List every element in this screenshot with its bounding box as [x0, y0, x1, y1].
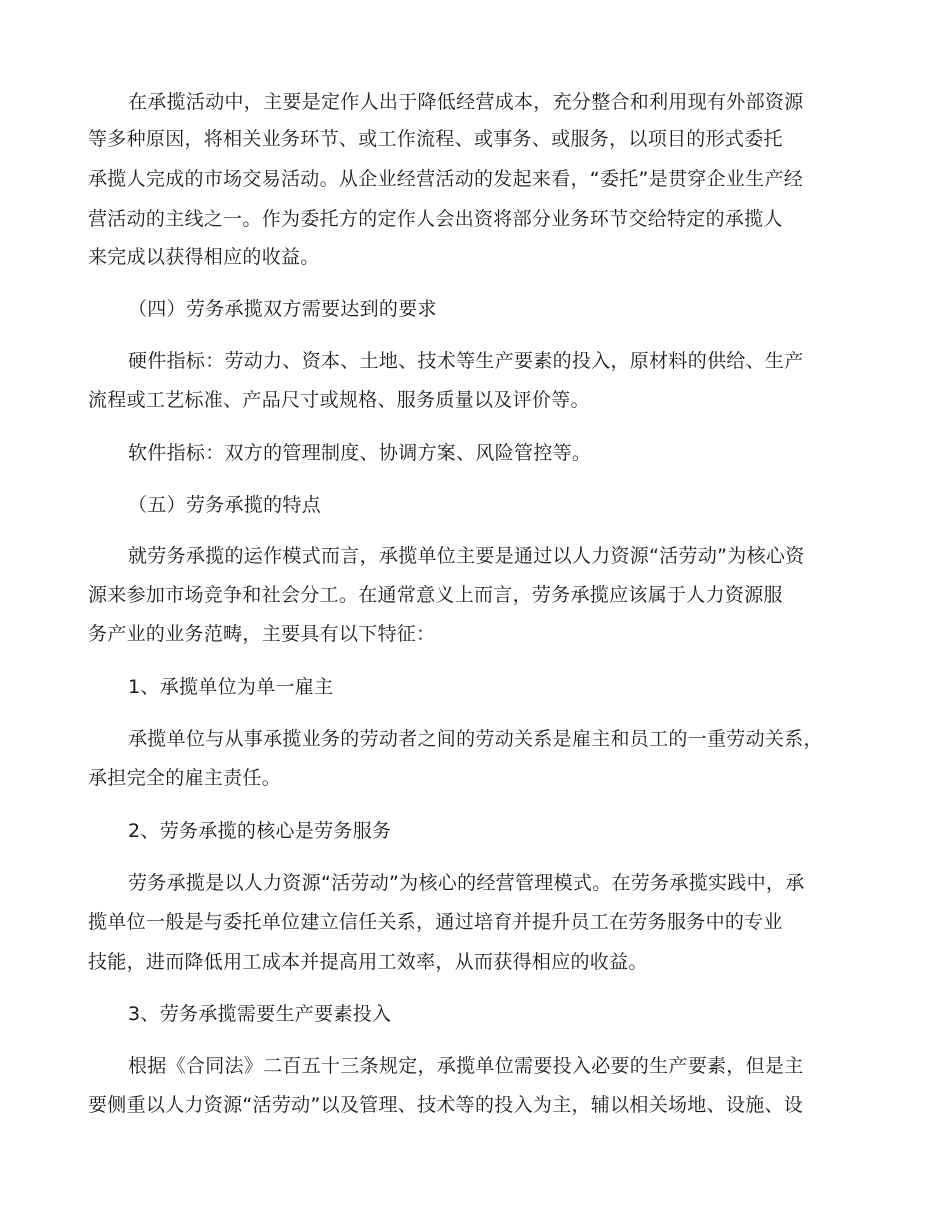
paragraph-6-line-3: 技能，进而降低用工成本并提高用工效率，从而获得相应的收益。 [88, 951, 648, 973]
paragraph-4-line-1: 就劳务承揽的运作模式而言，承揽单位主要是通过以人力资源“活劳动”为核心资 [128, 545, 805, 567]
paragraph-4-line-3: 务产业的业务范畴，主要具有以下特征： [88, 623, 436, 645]
paragraph-3-line-1: 软件指标：双方的管理制度、协调方案、风险管控等。 [128, 442, 592, 464]
paragraph-5-line-1: 承揽单位与从事承揽业务的劳动者之间的劳动关系是雇主和员工的一重劳动关系， [128, 728, 823, 750]
paragraph-1-line-1: 在承揽活动中，主要是定作人出于降低经营成本，充分整合和利用现有外部资源 [128, 91, 804, 113]
paragraph-6-line-1: 劳务承揽是以人力资源“活劳动”为核心的经营管理模式。在劳务承揽实践中，承 [128, 872, 805, 894]
paragraph-1-line-3: 承揽人完成的市场交易活动。从企业经营活动的发起来看，“委托”是贯穿企业生产经 [88, 168, 804, 190]
paragraph-1-line-4: 营活动的主线之一。作为委托方的定作人会出资将部分业务环节交给特定的承揽人 [88, 208, 783, 230]
paragraph-5-line-2: 承担完全的雇主责任。 [88, 767, 282, 789]
paragraph-2-line-1: 硬件指标：劳动力、资本、土地、技术等生产要素的投入，原材料的供给、生产 [128, 350, 804, 372]
paragraph-7-line-2: 要侧重以人力资源“活劳动”以及管理、技术等的投入为主，辅以相关场地、设施、设 [88, 1094, 804, 1116]
paragraph-4-line-2: 源来参加市场竞争和社会分工。在通常意义上而言，劳务承揽应该属于人力资源服 [88, 584, 783, 606]
paragraph-1-line-5: 来完成以获得相应的收益。 [88, 246, 320, 268]
paragraph-1-line-2: 等多种原因，将相关业务环节、或工作流程、或事务、或服务，以项目的形式委托 [88, 128, 783, 150]
paragraph-7-line-1: 根据《合同法》二百五十三条规定，承揽单位需要投入必要的生产要素，但是主 [128, 1055, 804, 1077]
subheading-2: 2、劳务承揽的核心是劳务服务 [128, 820, 392, 842]
subheading-3: 3、劳务承揽需要生产要素投入 [128, 1003, 392, 1025]
section-heading-5: （五）劳务承揽的特点 [128, 494, 322, 516]
subheading-1: 1、承揽单位为单一雇主 [128, 676, 334, 698]
paragraph-6-line-2: 揽单位一般是与委托单位建立信任关系，通过培育并提升员工在劳务服务中的专业 [88, 911, 783, 933]
section-heading-4: （四）劳务承揽双方需要达到的要求 [128, 298, 437, 320]
paragraph-2-line-2: 流程或工艺标准、产品尺寸或规格、服务质量以及评价等。 [88, 389, 590, 411]
